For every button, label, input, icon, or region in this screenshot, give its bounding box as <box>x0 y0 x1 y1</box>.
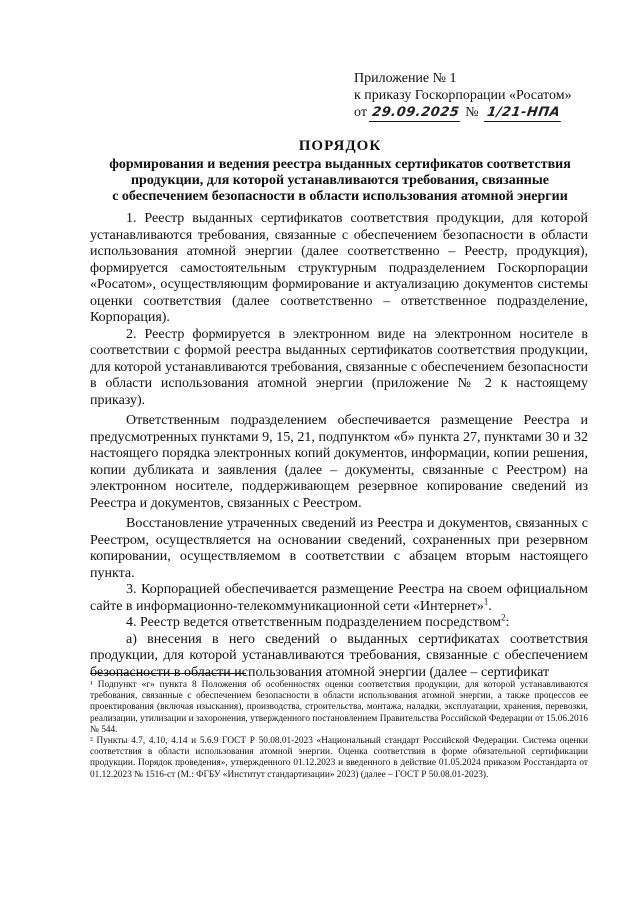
title-main: ПОРЯДОК <box>298 138 382 154</box>
title-line-3: с обеспечением безопасности в области использования атомной энергии <box>112 189 568 204</box>
document-body <box>90 211 588 681</box>
appendix-title: Приложение № 1 <box>354 71 457 86</box>
appendix-date-number <box>354 104 572 122</box>
paragraph-6-end: : <box>505 615 510 630</box>
number-label: № <box>465 105 479 120</box>
handwritten-number: 1/21-НПА <box>484 104 564 122</box>
handwritten-date: 29.09.2025 <box>369 104 463 122</box>
title-line-1: формирования и ведения реестра выданных сертификатов соответствия <box>109 157 571 172</box>
footnote-1: ¹ Подпункт «г» пункта 8 Положения об особенностях оценки соответствия продукции, для которой устанавливаются требования, связанные с обеспечением безопасности в области использования атомной энергии, а также процессов ее проектирования (включая изыскания), производства, строительства, монтажа, наладки, эксплуатации, хранения, перевозки, реализации, утилизации и захоронения, утвержденного постановлением Правительства Российской Федерации от 15.06.2016 № 544. <box>90 680 588 735</box>
paragraph-5-end: . <box>488 598 492 614</box>
paragraph-1: 1. Реестр выданных сертификатов соответствия продукции, для которой устанавливаются требования, связанные с обеспечением безопасности в области использования атомной энергии (далее соответственно – Реестр, продукция), формируется самостоятельным структурным подразделением Госкорпорации «Росатом», осуществляющим формирование и актуализацию документов системы оценки соответствия (далее соответственно – ответственное подразделение, Корпорация). <box>90 211 588 325</box>
paragraph-4: Восстановление утраченных сведений из Реестра и документов, связанных с Реестром, осуществляется на основании сведений, сохраненных при резервном копировании, осуществляемом в соответствии с абзацем вторым настоящего пункта. <box>90 516 588 581</box>
footnote-ref-2: 2 <box>500 612 506 623</box>
paragraph-2: 2. Реестр формируется в электронном виде на электронном носителе в соответствии с формой реестра выданных сертификатов соответствия продукции, для которой устанавливаются требования, связанные с обеспечением безопасности в области использования атомной энергии (приложение № 2 к настоящему приказу). <box>90 326 588 408</box>
appendix-header <box>354 70 572 122</box>
paragraph-5-text: 3. Корпорацией обеспечивается размещение Реестра на своем официальном сайте в информационно-телекоммуникационной сети «Интернет» <box>90 582 588 614</box>
paragraph-3: Ответственным подразделением обеспечивается размещение Реестра и предусмотренных пунктами 9, 15, 21, подпунктом «б» пункта 27, пунктами 30 и 32 настоящего порядка электронных копий документов, информации, копии решения, копии дубликата и заявления (далее – документы, связанные с Реестром) на электронном носителе, поддерживающем резервное копирование сведений из Реестра и документов, связанных с Реестром. <box>90 413 588 511</box>
footnote-2: ² Пункты 4.7, 4.10, 4.14 и 5.6.9 ГОСТ Р 50.08.01-2023 «Национальный стандарт Российской Федерации. Система оценки соответствия в области использования атомной энергии. Оценка соответствия в форме обязательной сертификации продукции. Порядок проведения», утвержденного 01.12.2023 и введенного в действие 01.05.2024 приказом Росстандарта от 01.12.2023 № 1516-ст (М.: ФГБУ «Институт стандартизации» 2023) (далее – ГОСТ Р 50.08.01-2023). <box>90 736 588 780</box>
footnote-ref-1: 1 <box>483 595 489 606</box>
paragraph-7: а) внесения в него сведений о выданных сертификатах соответствия продукции, для которой устанавливаются требования, связанные с обеспечением безопасности в области использования атомной энергии (далее – сертификат <box>90 631 588 680</box>
document-title <box>90 138 590 205</box>
appendix-order-reference: к приказу Госкорпорации «Росатом» <box>354 88 572 103</box>
paragraph-5 <box>90 582 588 615</box>
footnote-divider <box>90 673 246 674</box>
from-label: от <box>354 105 367 120</box>
footnotes <box>90 680 588 781</box>
title-line-2: продукции, для которой устанавливаются требования, связанные <box>130 173 549 188</box>
paragraph-6 <box>90 612 588 632</box>
paragraph-6-text: 4. Реестр ведется ответственным подразделением посредством <box>126 615 501 630</box>
